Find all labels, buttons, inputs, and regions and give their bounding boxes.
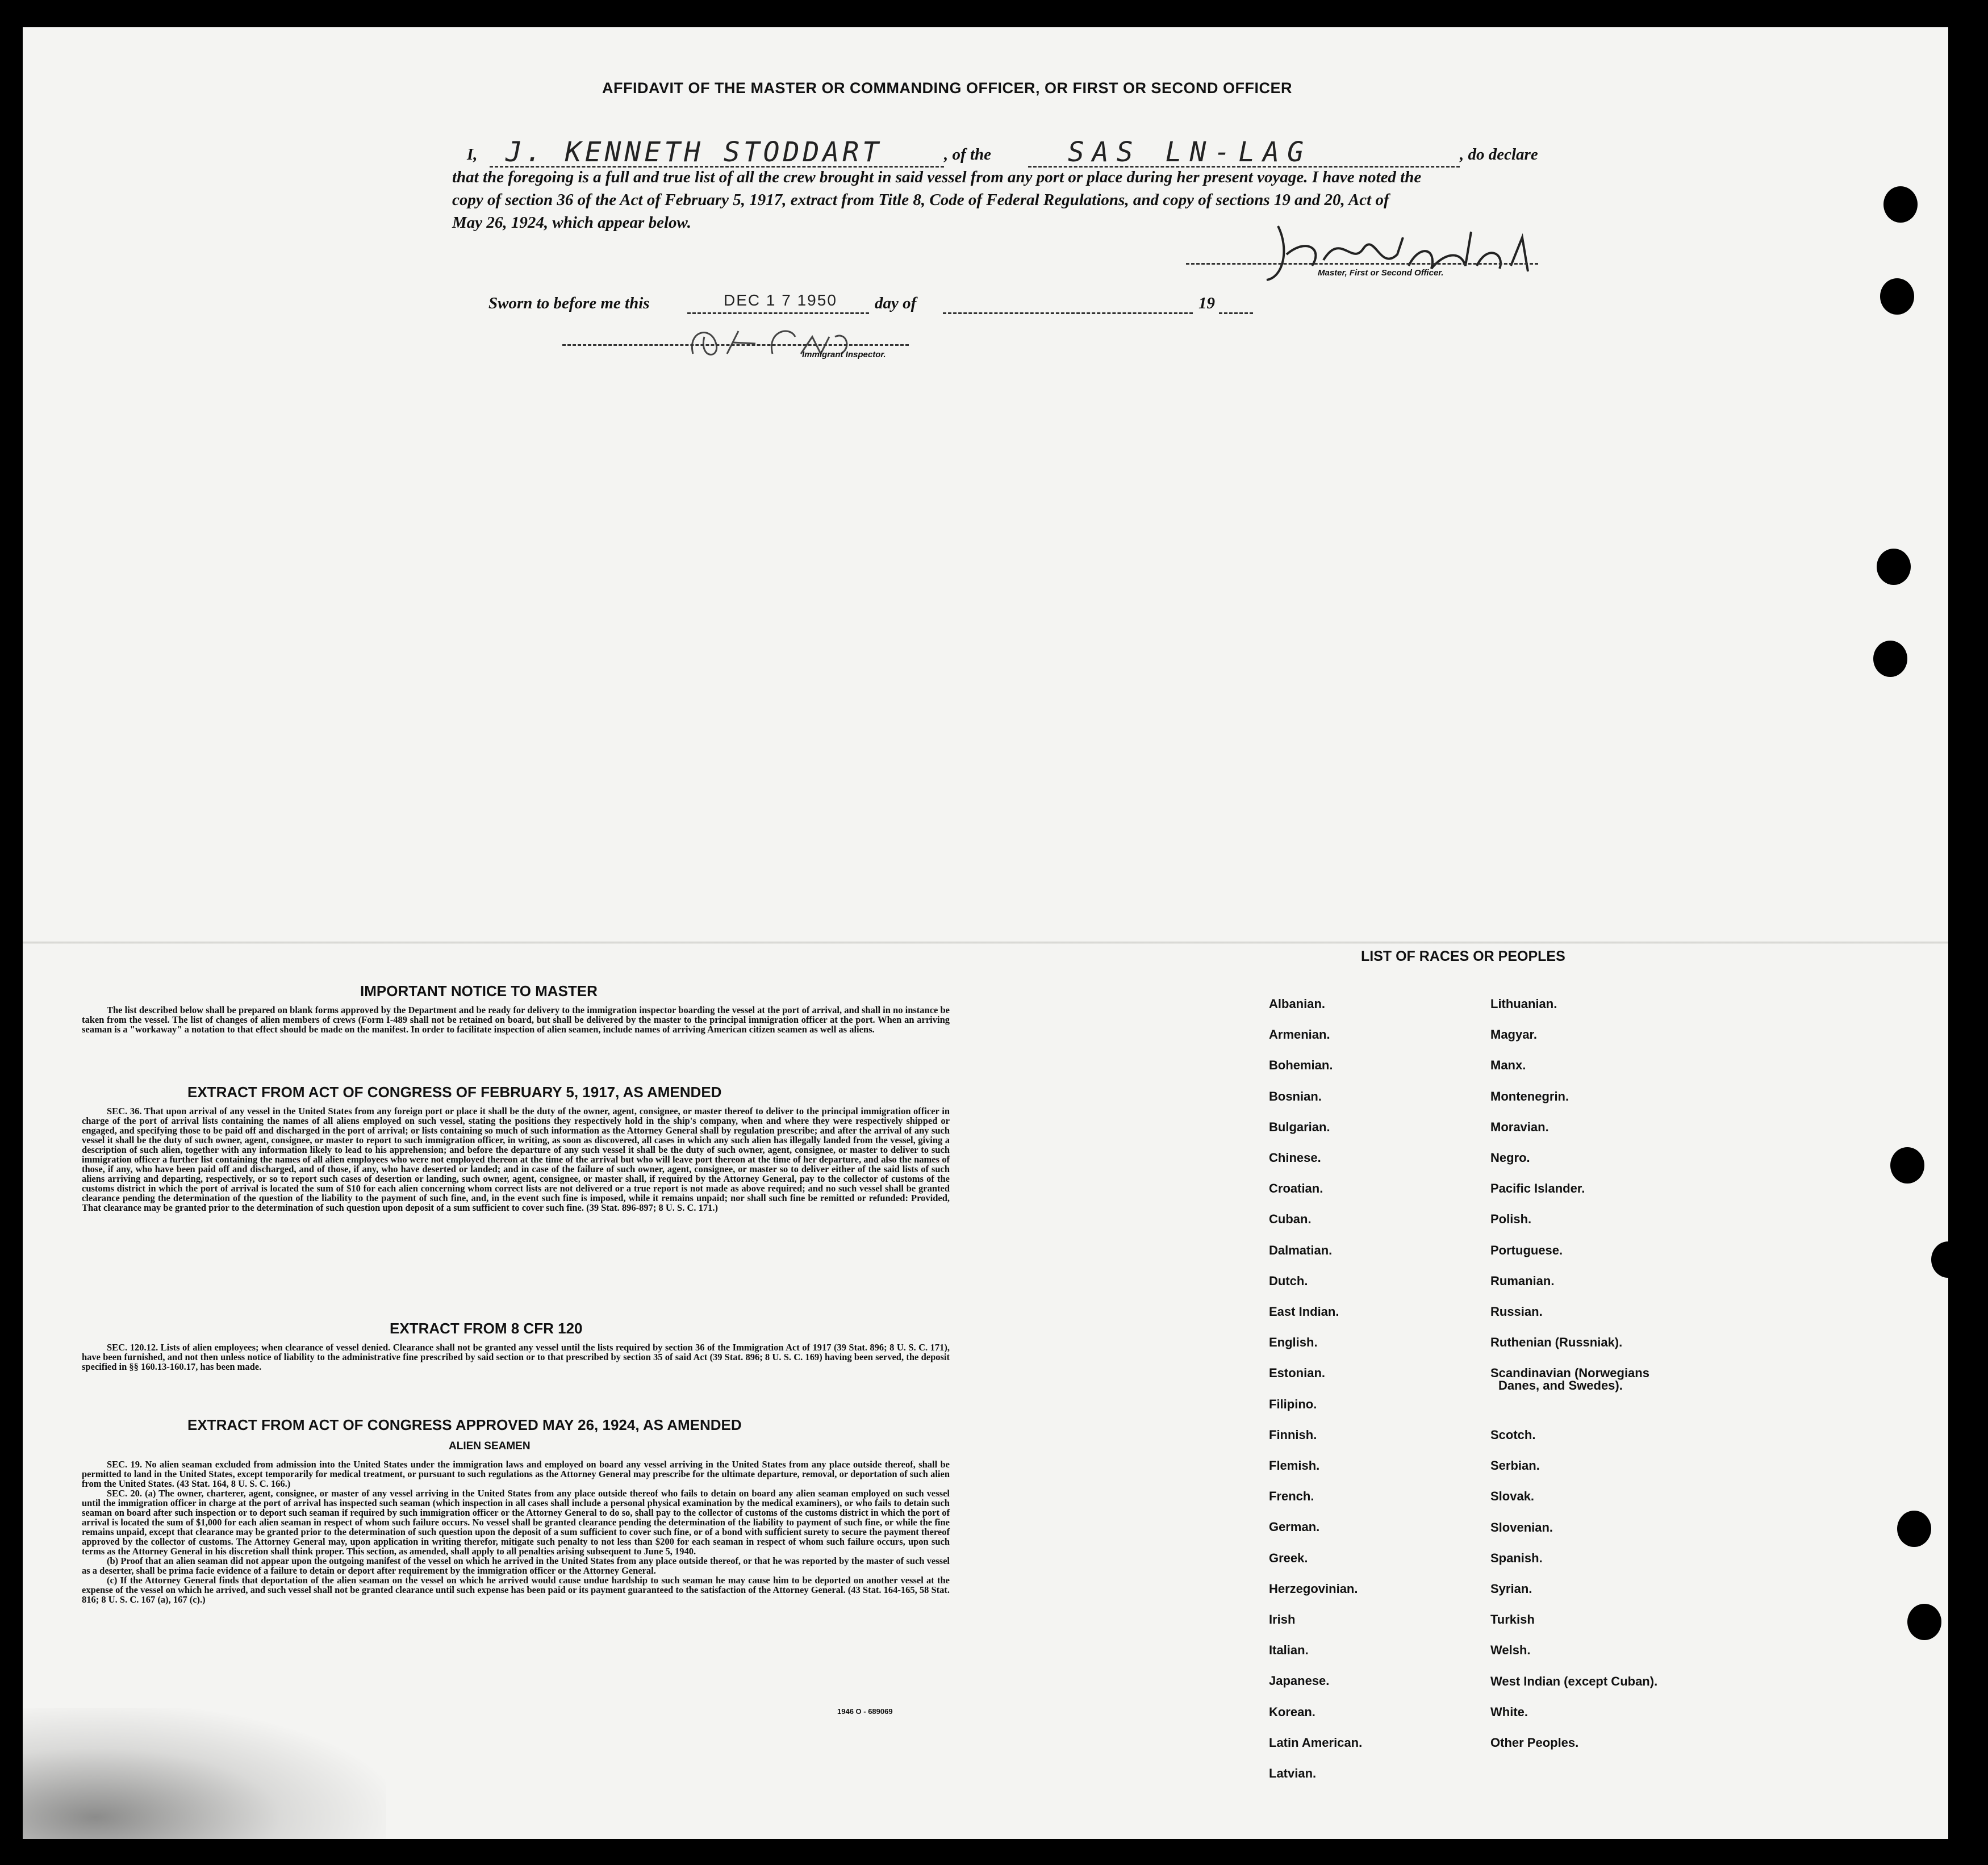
master-signature-line — [1186, 263, 1538, 265]
month-line — [943, 312, 1193, 314]
race-item: Slovak. — [1490, 1489, 1535, 1504]
race-item: English. — [1269, 1335, 1318, 1350]
race-item: Serbian. — [1490, 1458, 1540, 1473]
race-item: Rumanian. — [1490, 1273, 1555, 1288]
race-item: Albanian. — [1269, 997, 1326, 1011]
section-19-paragraph: SEC. 19. No alien seaman excluded from admission into the United States under the immigration laws and employed on board any vessel arriving in the United States from any place outside thereof, shall be permitted to land in the United States, except temporarily for medical treatment, or pursuant to such regulations as the Attorney General may prescribe for the ultimate departure, removal, or deportation of such alien from the United States. (43 Stat. 164, 8 U. S. C. 166.) — [82, 1459, 950, 1489]
water-stain — [23, 1708, 386, 1839]
extract-1917-title: EXTRACT FROM ACT OF CONGRESS OF FEBRUARY 5, 1917, AS AMENDED — [187, 1084, 722, 1101]
section-20b-paragraph: (b) Proof that an alien seaman did not appear upon the outgoing manifest of the vessel on which he arrived in the United States from any place outside thereof, or that he was reported by the master of such vessel as a deserter, shall be prima facie evidence of a failure to detain or deport after requirement by the immigration officer or the Attorney General. — [82, 1555, 950, 1576]
race-item: East Indian. — [1269, 1304, 1339, 1319]
race-item: Russian. — [1490, 1304, 1543, 1319]
race-item: Finnish. — [1269, 1427, 1317, 1442]
race-item: Cuban. — [1269, 1212, 1312, 1227]
race-item: Latin American. — [1269, 1735, 1363, 1750]
affidavit-i: I, — [467, 145, 478, 164]
race-item: Magyar. — [1490, 1027, 1537, 1042]
section-120-paragraph: SEC. 120.12. Lists of alien employees; when clearance of vessel denied. Clearance shall not be granted any vessel until the lists required by section 36 of the Immigration Act of 1917 (39 Stat. 896; 8 U. S. C. 171), have been furnished, and not then unless notice of liability to the administrative fine prescribed by said section or to that prescribed by section 35 of said Act (39 Stat. 896; 8 U. S. C. 169) having been served, the deposit specified in §§ 160.13-160.17, has been made. — [82, 1342, 950, 1372]
extract-1917-body — [82, 1106, 950, 1212]
race-item: Filipino. — [1269, 1396, 1317, 1411]
race-item: Italian. — [1269, 1643, 1309, 1658]
race-item: Danes, and Swedes). — [1498, 1378, 1623, 1393]
race-item: German. — [1269, 1520, 1320, 1534]
race-item: Bohemian. — [1269, 1058, 1333, 1073]
race-item: Greek. — [1269, 1550, 1308, 1565]
race-item: Pacific Islander. — [1490, 1181, 1585, 1196]
race-item: Negro. — [1490, 1151, 1530, 1165]
race-item: Scotch. — [1490, 1428, 1536, 1442]
master-name: J. KENNETH STODDART — [506, 136, 883, 168]
extract-cfr-body — [82, 1343, 950, 1371]
master-caption: Master, First or Second Officer. — [1318, 268, 1444, 278]
race-item: Irish — [1269, 1612, 1296, 1626]
extract-1924-title: EXTRACT FROM ACT OF CONGRESS APPROVED MAY 26, 1924, AS AMENDED — [187, 1416, 742, 1433]
race-item: Flemish. — [1269, 1458, 1320, 1473]
race-item: Dalmatian. — [1269, 1243, 1333, 1257]
race-item: Dutch. — [1269, 1273, 1308, 1288]
race-item: Turkish — [1490, 1612, 1535, 1627]
race-item: Latvian. — [1269, 1766, 1317, 1780]
sworn-label: Sworn to before me this — [488, 294, 650, 312]
race-item: Lithuanian. — [1490, 997, 1557, 1011]
notice-title: IMPORTANT NOTICE TO MASTER — [360, 982, 598, 1000]
race-item: Manx. — [1490, 1058, 1526, 1073]
race-item: Slovenian. — [1490, 1520, 1553, 1534]
notice-paragraph: The list described below shall be prepared on blank forms approved by the Department and be ready for delivery to the immigration inspector boarding the vessel at the port of arrival, and shall in no instance be taken from the vessel. The list of changes of alien members of crews (Form I-489 shall not be retained on board, but shall be delivered by the master to the principal immigration officer at the port. When an arriving seaman is a "workaway" a notation to that effect should be made on the manifest. In order to facilitate inspection of alien seamen, include names of arriving American citizen seamen as well as aliens. — [82, 1005, 950, 1035]
race-item: Armenian. — [1269, 1027, 1330, 1042]
of-the-label: , of the — [944, 145, 991, 164]
races-title: LIST OF RACES OR PEOPLES — [1361, 948, 1565, 964]
inspector-signature-line — [562, 344, 909, 346]
race-item: West Indian (except Cuban). — [1490, 1674, 1658, 1688]
affidavit-line-2: that the foregoing is a full and true list of all the crew brought in said vessel from any port or place during her present voyage. I have noted the — [452, 168, 1422, 186]
notice-body — [82, 1005, 950, 1034]
punch-hole — [1931, 1241, 1948, 1278]
race-item: Estonian. — [1269, 1366, 1326, 1381]
punch-hole — [1873, 641, 1907, 677]
section-36-paragraph: SEC. 36. That upon arrival of any vessel in the United States from any foreign port or place it shall be the duty of the owner, agent, consignee, or master thereof to deliver to the principal immigration officer in charge of the port of arrival lists containing the names of all aliens employed on such vessel, stating the positions they respectively hold in the ship's company, when and where they were respectively shipped or engaged, and specifying those to be paid off and discharged in the port of arrival; or lists containing so much of such information as the Attorney General shall by regulation prescribe; and after the arrival of any such vessel it shall be the duty of such owner, agent, consignee, or master to report to such immigration officer, in writing, as soon as discovered, all cases in which any such alien has illegally landed from the vessel, giving a description of such alien, together with any information likely to lead to his apprehension; and before the departure of any such vessel it shall be the duty of such owner, agent, consignee, or master to deliver to such immigration officer a further list containing the names of all alien employees who were not employed thereon at the time of the arrival but who will leave port thereon at the time of her departure, and also the names of those, if any, who have been paid off and discharged, and of those, if any, who have deserted or landed; and in case of the failure of such owner, agent, consignee, or master so to deliver either of the said lists of such aliens arriving and departing, respectively, or so to report such cases of desertion or landing, such owner, agent, consignee, or master shall, if required by the Attorney General, pay to the collector of customs of the customs district in which the port of arrival is located the sum of $10 for each alien concerning whom correct lists are not delivered or a true report is not made as above required; and no such vessel shall be granted clearance pending the determination of the question of the liability to the payment of such fine, and, in the event such fine is imposed, while it remains unpaid; nor shall such fine be remitted or refunded: Provided, That clearance may be granted prior to the determination of such question upon deposit of a sum sufficient to cover such fine. (39 Stat. 896-897; 8 U. S. C. 171.) — [82, 1106, 950, 1213]
race-item: Herzegovinian. — [1269, 1581, 1358, 1596]
race-item: Japanese. — [1269, 1674, 1330, 1688]
race-item: Moravian. — [1490, 1119, 1549, 1134]
race-item: Scandinavian (Norwegians — [1490, 1366, 1649, 1381]
vessel-name: SAS LN-LAG — [1068, 136, 1312, 168]
race-item: Spanish. — [1490, 1550, 1543, 1565]
affidavit-title: AFFIDAVIT OF THE MASTER OR COMMANDING OFFICER, OR FIRST OR SECOND OFFICER — [602, 80, 1292, 97]
document-page — [23, 27, 1948, 1839]
year-prefix: 19 — [1198, 294, 1215, 312]
race-item: Korean. — [1269, 1704, 1315, 1719]
section-20a-paragraph: SEC. 20. (a) The owner, charterer, agent, consignee, or master of any vessel arriving in the United States from any place outside thereof who fails to detain on board any alien seaman employed on such vessel until the immigration officer in charge at the port of arrival has inspected such seaman (which inspection in all cases shall include a personal physical examination by the medical examiners), or who fails to detain such seaman on board after such inspection or to deport such seaman if required by such immigration officer or the Attorney General to do so, shall pay to the collector of customs of the customs district in which the port of arrival is located the sum of $1,000 for each alien seaman in respect of whom such failure occurs. No vessel shall be granted clearance pending the determination of the liability to payment of such fine, or while the fine remains unpaid, except that clearance may be granted prior to the determination of such question upon the deposit of a sum sufficient to cover such fine, or of a bond with sufficient surety to secure the payment thereof approved by the collector of customs. The Attorney General may, upon application in writing therefor, mitigate such penalty to not less than $200 for each seaman in respect of whom such failure occurs, upon such terms as the Attorney General in his discretion shall think proper. This section, as amended, shall apply to all penalties arising subsequent to June 5, 1940. — [82, 1488, 950, 1557]
race-item: Syrian. — [1490, 1582, 1532, 1596]
affidavit-line-4: May 26, 1924, which appear below. — [452, 214, 692, 232]
affidavit-line-3: copy of section 36 of the Act of February 5, 1917, extract from Title 8, Code of Federal Regulations, and copy of sections 19 and 20, Act of — [452, 191, 1389, 209]
race-item: Other Peoples. — [1490, 1736, 1579, 1750]
sworn-date-stamp: DEC 1 7 1950 — [724, 291, 837, 309]
sworn-date-line — [687, 312, 869, 314]
race-item: Chinese. — [1269, 1151, 1321, 1165]
punch-hole — [1890, 1147, 1924, 1184]
race-item: Polish. — [1490, 1212, 1532, 1227]
print-code: 1946 O - 689069 — [837, 1707, 893, 1716]
race-item: White. — [1490, 1704, 1528, 1719]
race-item: Welsh. — [1490, 1643, 1531, 1658]
race-item: French. — [1269, 1489, 1314, 1504]
race-item: Ruthenian (Russniak). — [1490, 1335, 1623, 1350]
extract-cfr-title: EXTRACT FROM 8 CFR 120 — [390, 1320, 583, 1337]
punch-hole — [1880, 278, 1914, 315]
race-item: Portuguese. — [1490, 1243, 1563, 1257]
year-line — [1219, 312, 1253, 314]
race-item: Croatian. — [1269, 1181, 1323, 1196]
alien-seamen-subtitle: ALIEN SEAMEN — [449, 1440, 531, 1452]
race-item: Montenegrin. — [1490, 1089, 1569, 1103]
do-declare-label: , do declare — [1460, 145, 1538, 164]
race-item: Bulgarian. — [1269, 1119, 1330, 1134]
punch-hole — [1907, 1604, 1941, 1640]
page-fold — [23, 942, 1948, 944]
inspector-caption: Immigrant Inspector. — [802, 350, 886, 359]
race-item: Bosnian. — [1269, 1089, 1322, 1103]
punch-hole — [1883, 186, 1918, 223]
punch-hole — [1877, 549, 1911, 585]
punch-hole — [1897, 1511, 1931, 1547]
day-of-label: day of — [875, 294, 917, 312]
extract-1924-body — [82, 1460, 950, 1604]
section-20c-paragraph: (c) If the Attorney General finds that deportation of the alien seaman on the vessel on which he arrived would cause undue hardship to such seaman he may cause him to be deported on another vessel at the expense of the vessel on which he arrived, and such vessel shall not be granted clearance until such expense has been paid or its payment guaranteed to the satisfaction of the Attorney General. (43 Stat. 164-165, 58 Stat. 816; 8 U. S. C. 167 (a), 167 (c).) — [82, 1575, 950, 1605]
